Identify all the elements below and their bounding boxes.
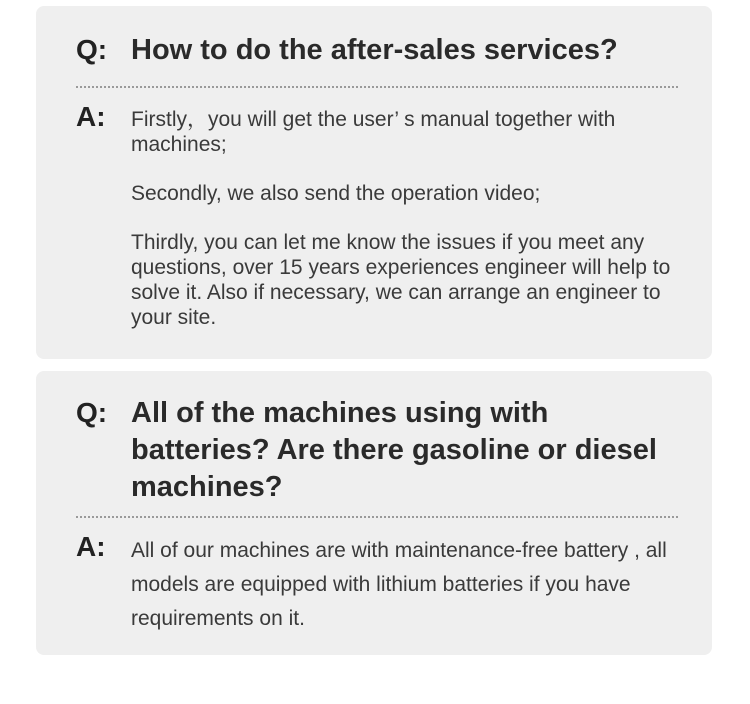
dotted-divider: [76, 86, 678, 88]
dotted-divider: [76, 516, 678, 518]
question-marker: Q:: [76, 397, 108, 428]
answer-paragraph: Firstly，you will get the user’ s manual together with machines;: [131, 108, 616, 156]
question-text: How to do the after-sales services?: [131, 34, 618, 66]
faq-card-2: [36, 371, 712, 655]
answer-text: [131, 534, 691, 636]
question-marker: Q:: [76, 34, 108, 65]
answer-paragraph: All of our machines are with maintenance-free battery , all models are equipped with lithium batteries if you have requirements on it.: [131, 539, 667, 630]
faq-card-1: [36, 6, 712, 359]
answer-marker: A:: [76, 101, 106, 132]
answer-text: [131, 107, 691, 330]
answer-paragraph: Secondly, we also send the operation video;: [131, 182, 541, 205]
answer-paragraph: Thirdly, you can let me know the issues if you meet any questions, over 15 years experiences engineer will help to solve it. Also if necessary, we can arrange an engineer to your site.: [131, 231, 671, 329]
question-text: All of the machines using with batteries? Are there gasoline or diesel machines?: [131, 397, 657, 503]
answer-marker: A:: [76, 531, 106, 562]
